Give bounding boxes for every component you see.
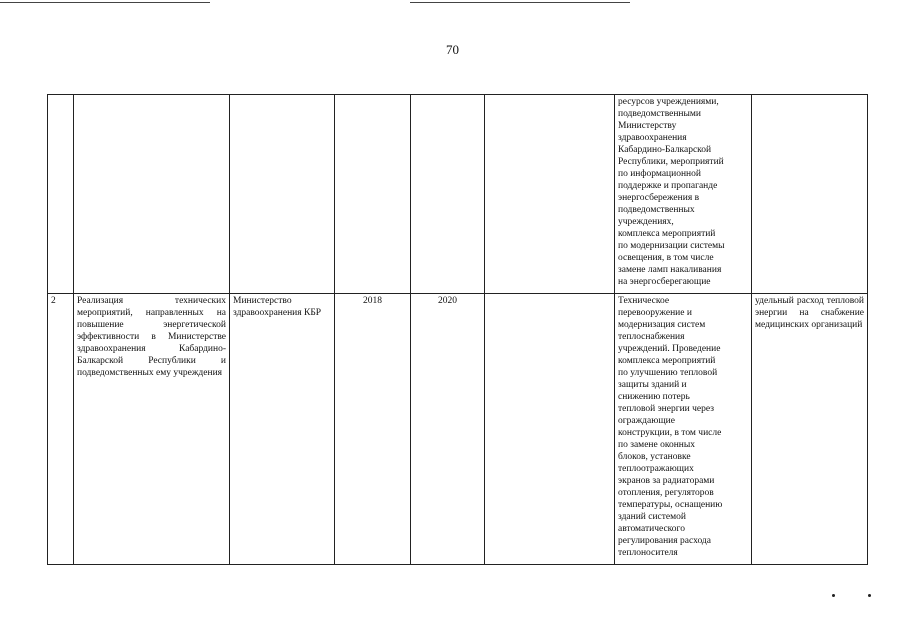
indicator-cell (752, 95, 868, 294)
scan-mark-dot (832, 594, 835, 597)
row-number-cell: 2 (48, 294, 74, 565)
activity-content-cell: Техническое перевооружение и модернизация систем теплоснабжения учреждений. Проведение комплекса мероприятий по улучшению тепловой защиты зданий и снижению потерь тепловой энергии через ограждающие конструкции, в том числе по замене оконных блоков, установке теплоотражающих экранов за радиаторами отопления, регуляторов температуры, оснащению зданий системой автоматического регулирования расхода теплоносителя (615, 294, 752, 565)
row-number-cell (48, 95, 74, 294)
end-year-cell (411, 95, 485, 294)
empty-cell (485, 95, 615, 294)
activity-title-cell (74, 95, 230, 294)
top-rule-right (410, 2, 630, 3)
activity-title-cell: Реализация технических мероприятий, направленных на повышение энергетической эффективности в Министерстве здравоохранения Кабардино-Балкарской Республики и подведомственных ему учреждения (74, 294, 230, 565)
table-row (48, 294, 868, 565)
activity-content-cell: ресурсов учреждениями, подведомственными Министерству здравоохранения Кабардино-Балкарской Республики, мероприятий по информационной поддержке и пропаганде энергосбережения в подведомственных учреждениях, комплекса мероприятий по модернизации системы освещения, в том числе замене ламп накаливания на энергосберегающие (615, 95, 752, 294)
table-row (48, 95, 868, 294)
program-activities-table (47, 94, 868, 565)
indicator-cell: удельный расход тепловой энергии на снабжение медицинских организаций (752, 294, 868, 565)
scan-mark-dot (868, 594, 871, 597)
top-rule-left (0, 2, 210, 3)
start-year-cell: 2018 (335, 294, 411, 565)
start-year-cell (335, 95, 411, 294)
page-number: 70 (446, 42, 459, 57)
empty-cell (485, 294, 615, 565)
executor-cell (230, 95, 335, 294)
executor-cell: Министерство здравоохранения КБР (230, 294, 335, 565)
end-year-cell: 2020 (411, 294, 485, 565)
